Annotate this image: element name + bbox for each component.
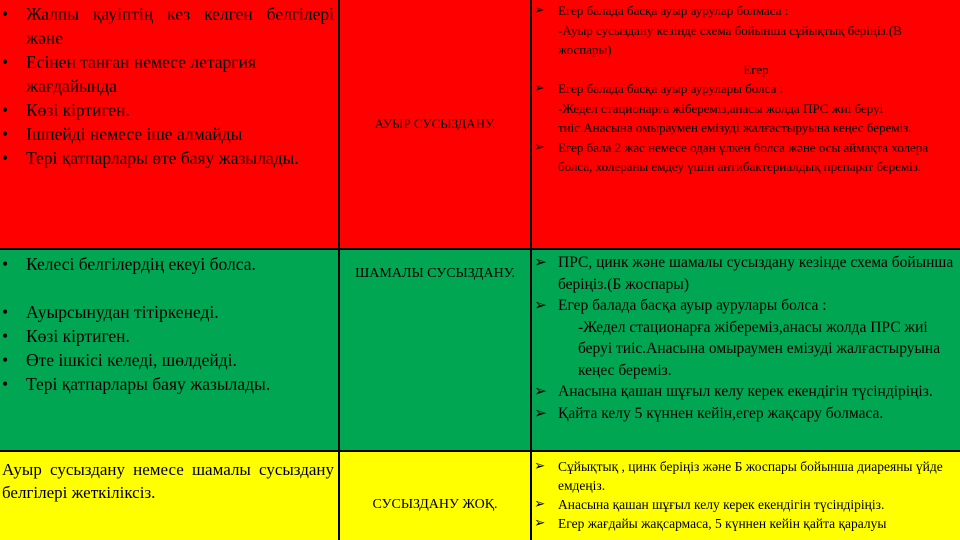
list-item: • Көзі кіртиген. (2, 100, 130, 120)
list-item: ➢ Егер балада басқа ауыр аурулары болса : -Жедел стационарға жібереміз,анасы жолда ПРС жиі беруі тиіс.Анасына омыраумен емізуді жалғастыруына кеңес береміз. (532, 79, 954, 138)
list-item: • Ішпейді немесе іше алмайды (2, 124, 243, 144)
list-item: • Келесі белгілердің екеуі болса. (2, 254, 256, 274)
list-item: ➢ Анасына қашан шұғыл келу керек екендігін түсіндіріңіз. (532, 381, 956, 403)
list-item: • Тері қатпарлары өте баяу жазылады. (2, 148, 299, 168)
list-item: • Тері қатпарлары баяу жазылады. (2, 374, 271, 394)
moderate-signs-list (0, 252, 334, 396)
arrow-bullet-icon: ➢ (534, 296, 547, 314)
arrow-bullet-icon: ➢ (534, 496, 546, 512)
severe-treatment-cell (532, 0, 960, 248)
treatment-sub-text: -Жедел стационарға жібереміз,анасы жолда ПРС жиі беруі тиіс.Анасына омыраумен емізуді жалғастыруына кеңес береміз. (558, 100, 912, 135)
bullet-icon: • (2, 124, 9, 144)
bullet-icon: • (2, 254, 9, 274)
bullet-icon: • (2, 350, 9, 370)
list-item: • Өте ішкісі келеді, шөлдейді. (2, 350, 237, 370)
list-item: ➢ ПРС, цинк және шамалы сусыздану кезінде схема бойынша беріңіз.(Б жоспары) (534, 253, 954, 293)
classification-label: АУЫР СУСЫЗДАНУ. (374, 116, 496, 131)
arrow-bullet-icon: ➢ (534, 382, 547, 400)
severe-signs-cell (0, 0, 338, 248)
list-item: ➢ Сұйықтық , цинк беріңіз және Б жоспары бойынша диареяны үйде емдеңіз. (534, 458, 943, 493)
list-item: ➢ Егер жағдайы жақсармаса, 5 күннен кейін қайта қаралуы (534, 515, 887, 531)
moderate-treatment-list (532, 252, 956, 424)
treatment-or-text: Егер (743, 61, 769, 77)
severe-treatment-list (532, 1, 954, 177)
list-item: ➢ Қайта келу 5 күннен кейін,егер жақсару болмаса. (532, 403, 956, 425)
list-item: ➢ Егер балада басқа ауыр аурулары болса : -Жедел стационарға жібереміз,анасы жолда ПРС жиі беруі тиіс.Анасына омыраумен емізуді жалғастыруына кеңес береміз. (532, 295, 956, 381)
list-item: • Жалпы қауіптің кез келген белгілері және (2, 4, 334, 48)
list-item: • Есінен танған немесе летаргия жағдайында (2, 52, 256, 96)
list-item: ➢ Анасына қашан шұғыл келу керек екендігін түсіндіріңіз. (534, 496, 885, 512)
arrow-bullet-icon: ➢ (534, 81, 545, 96)
list-item: ➢ Егер балада басқа ауыр аурулар болмаса : -Ауыр сусыздану кезінде схема бойынша сұйықтық беріңіз.(В жоспары) Егер (532, 1, 954, 79)
bullet-icon: • (2, 326, 9, 346)
none-signs-cell (0, 452, 338, 540)
list-item: • Ауырсынудан тітіркенеді. (2, 302, 219, 322)
treatment-sub-text: -Жедел стационарға жібереміз,анасы жолда ПРС жиі беруі тиіс.Анасына омыраумен емізуді жалғастыруына кеңес береміз. (578, 318, 941, 379)
bullet-icon: • (2, 374, 9, 394)
classification-label: СУСЫЗДАНУ ЖОҚ. (372, 497, 498, 512)
classification-label: ШАМАЛЫ СУСЫЗДАНУ. (355, 266, 515, 281)
bullet-icon: • (2, 302, 9, 322)
arrow-bullet-icon: ➢ (534, 515, 546, 531)
moderate-treatment-cell (532, 250, 960, 450)
no-dehydration-sign-text: Ауыр сусыздану немесе шамалы сусыздану белгілері жеткіліксіз. (2, 460, 334, 502)
treatment-sub-text: -Ауыр сусыздану кезінде схема бойынша сұйықтық беріңіз.(В жоспары) (558, 22, 902, 57)
bullet-icon: • (2, 148, 9, 168)
arrow-bullet-icon: ➢ (534, 458, 546, 474)
severe-classification-cell (340, 0, 530, 248)
bullet-icon: • (2, 52, 9, 72)
bullet-icon: • (2, 4, 9, 24)
list-item: ➢ Егер бала 2 жас немесе одан ұлкен болса және осы аймақта холера болса, холераны емдеу үшін антибактериалдық препарат береміз. (534, 139, 929, 174)
none-treatment-list (532, 457, 956, 533)
severe-signs-list (0, 2, 334, 170)
arrow-bullet-icon: ➢ (534, 3, 545, 18)
arrow-bullet-icon: ➢ (534, 139, 545, 155)
none-classification-cell (340, 452, 530, 540)
arrow-bullet-icon: ➢ (534, 403, 547, 422)
moderate-classification-cell (340, 250, 530, 450)
none-treatment-cell (532, 452, 960, 540)
bullet-icon: • (2, 100, 9, 120)
list-item: • Көзі кіртиген. (2, 326, 130, 346)
moderate-signs-cell (0, 250, 338, 450)
arrow-bullet-icon: ➢ (534, 253, 547, 271)
